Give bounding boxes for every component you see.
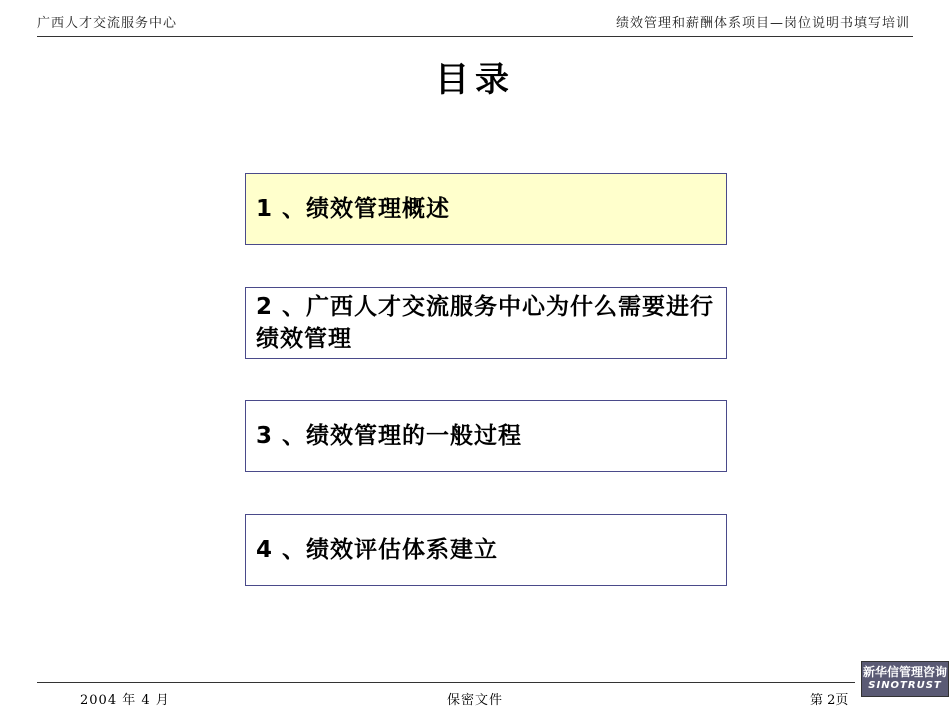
toc-item-4[interactable] xyxy=(245,514,727,586)
logo-en-text: SINOTRUST xyxy=(868,680,942,691)
toc-item-label: 1 、绩效管理概述 xyxy=(256,196,451,222)
toc-item-label: 3 、绩效管理的一般过程 xyxy=(256,423,523,449)
logo-cn-text: 新华信管理咨询 xyxy=(862,665,947,679)
footer-page-number: 第 2页 xyxy=(810,693,849,708)
toc-item-3[interactable] xyxy=(245,400,727,472)
header-divider xyxy=(37,36,913,37)
header-org-name: 广西人才交流服务中心 xyxy=(37,16,178,31)
sinotrust-logo xyxy=(861,661,949,697)
toc-item-label: 4 、绩效评估体系建立 xyxy=(256,537,499,563)
footer-date: 2004 年 4 月 xyxy=(80,693,170,708)
header-project-title: 绩效管理和薪酬体系项目—岗位说明书填写培训 xyxy=(615,16,910,31)
page-title: 目录 xyxy=(435,60,515,100)
footer-confidential-label: 保密文件 xyxy=(446,693,503,708)
toc-item-2[interactable] xyxy=(245,287,727,359)
toc-item-1[interactable] xyxy=(245,173,727,245)
footer-divider xyxy=(37,682,855,683)
toc-item-label: 2 、广西人才交流服务中心为什么需要进行绩效管理 xyxy=(256,294,715,352)
